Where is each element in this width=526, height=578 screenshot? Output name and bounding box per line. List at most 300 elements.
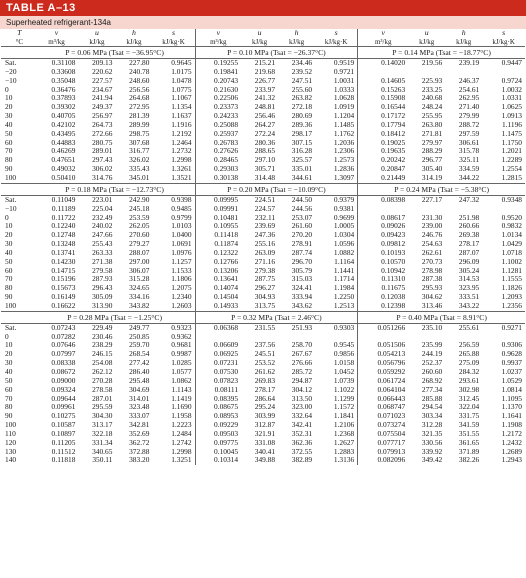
- value-cell: 1.0400: [171, 231, 192, 240]
- value-cell: 244.50: [291, 195, 313, 204]
- value-cell: 270.20: [291, 231, 313, 240]
- value-cell: 296.77: [421, 156, 443, 165]
- value-cell: 321.35: [421, 429, 443, 438]
- value-cell: 383.20: [129, 456, 150, 465]
- value-cell: 0.30138: [195, 174, 241, 183]
- value-cell: 1.0596: [333, 240, 355, 249]
- value-cell: 1.1257: [171, 257, 192, 266]
- value-cell: 0.9398: [171, 195, 192, 204]
- temperature-cell: 0: [5, 85, 9, 94]
- temperature-cell: Sat.: [5, 195, 17, 204]
- value-cell: 1.3251: [171, 456, 192, 465]
- value-cell: 0.19255: [195, 59, 241, 68]
- value-cell: 1.1841: [333, 412, 355, 421]
- table-row: [1, 59, 525, 68]
- table-row: [1, 231, 525, 240]
- value-cell: 0.19841: [195, 68, 241, 77]
- temperature-cell: 40: [5, 120, 13, 129]
- value-cell: 0.14504: [195, 293, 241, 302]
- value-cell: 335.01: [291, 165, 313, 174]
- value-cell: 0.27626: [195, 147, 241, 156]
- value-cell: 1.0452: [333, 368, 355, 376]
- value-cell: 230.46: [92, 332, 113, 341]
- value-cell: 263.09: [254, 248, 276, 257]
- value-cell: 295.59: [92, 403, 113, 412]
- value-cell: 271.40: [458, 103, 480, 112]
- value-cell: 1.3097: [333, 173, 355, 182]
- table-row: [1, 403, 525, 412]
- value-cell: 0.056796: [358, 359, 408, 368]
- value-cell: 281.39: [129, 112, 150, 121]
- value-cell: 278.91: [291, 240, 313, 249]
- value-cell: 362.36: [291, 438, 313, 447]
- value-cell: 349.88: [254, 456, 276, 465]
- value-cell: 296.09: [458, 257, 480, 266]
- value-cell: 0.10955: [195, 222, 241, 231]
- column-header-v: v: [195, 29, 241, 38]
- value-cell: 302.98: [458, 385, 480, 394]
- column-header-s: s: [502, 29, 506, 37]
- value-cell: 0.11874: [195, 240, 241, 249]
- value-cell: 0.24233: [195, 112, 241, 121]
- value-cell: 0.13741: [51, 248, 76, 257]
- column-unit-row: [1, 38, 525, 47]
- value-cell: 0.9799: [171, 213, 192, 222]
- value-cell: 1.0285: [171, 359, 192, 368]
- value-cell: 1.2484: [171, 429, 192, 438]
- table-row: [1, 147, 525, 156]
- table-row: [1, 412, 525, 421]
- value-cell: 0.11189: [51, 204, 76, 213]
- column-header-u: u: [257, 29, 262, 37]
- value-cell: 0.082096: [358, 456, 408, 465]
- table-row: [1, 77, 525, 86]
- value-cell: 322.18: [92, 429, 113, 438]
- value-cell: 1.1022: [333, 385, 355, 394]
- value-cell: 362.72: [129, 438, 150, 447]
- value-cell: 0.077717: [358, 439, 408, 448]
- value-cell: 0.21630: [195, 86, 241, 95]
- pressure-label: P = 0.32 MPa (Tsat = 2.46°C): [195, 311, 358, 323]
- value-cell: 1.0134: [501, 231, 522, 240]
- column-header-h: h: [461, 29, 466, 37]
- value-cell: 331.75: [458, 412, 480, 421]
- value-cell: [358, 205, 408, 214]
- value-cell: 0.9303: [333, 323, 355, 332]
- value-cell: 0.059292: [358, 368, 408, 377]
- table-row: [1, 333, 525, 342]
- column-unit-v: m³/kg: [358, 38, 408, 47]
- value-cell: 304.30: [92, 412, 113, 421]
- value-cell: 0.09775: [195, 439, 241, 448]
- value-cell: 1.3136: [333, 456, 355, 465]
- temperature-cell: 0: [5, 332, 9, 341]
- value-cell: 0.29303: [195, 165, 241, 174]
- value-cell: 1.2998: [171, 447, 192, 456]
- value-cell: 0.07997: [51, 350, 76, 359]
- value-cell: 0.07530: [195, 368, 241, 377]
- value-cell: 1.2106: [333, 421, 355, 430]
- value-cell: 0.07646: [51, 341, 76, 350]
- value-cell: 1.0976: [171, 248, 192, 257]
- value-cell: 1.1916: [171, 120, 192, 129]
- value-cell: 262.12: [92, 368, 113, 376]
- value-cell: 0.10942: [358, 267, 408, 276]
- value-cell: 304.69: [129, 385, 150, 394]
- value-cell: 0.33608: [51, 67, 76, 76]
- value-cell: 1.2223: [171, 421, 192, 430]
- value-cell: 0.20242: [358, 156, 408, 165]
- temperature-cell: 100: [5, 421, 17, 430]
- column-unit-h: kJ/kg: [115, 38, 152, 47]
- value-cell: 340.41: [254, 447, 276, 456]
- temperature-cell: 100: [5, 173, 17, 182]
- value-cell: 0.36476: [51, 85, 76, 94]
- value-cell: 0.09229: [195, 421, 241, 430]
- value-cell: 313.46: [421, 301, 443, 310]
- value-cell: 0.39302: [51, 103, 76, 112]
- value-cell: 255.95: [421, 112, 443, 121]
- value-cell: 341.59: [458, 421, 480, 430]
- value-cell: 0.09324: [51, 385, 76, 394]
- value-cell: 1.2836: [333, 165, 355, 174]
- value-cell: 343.82: [129, 301, 150, 310]
- value-cell: 1.0005: [333, 222, 355, 231]
- temperature-cell: 70: [5, 275, 13, 284]
- column-header-h: h: [131, 29, 136, 37]
- table-row: [1, 86, 525, 95]
- value-cell: 232.49: [92, 213, 113, 222]
- value-cell: 295.24: [254, 403, 276, 412]
- value-cell: 0.37893: [51, 94, 76, 103]
- value-cell: 0.051506: [358, 341, 408, 350]
- value-cell: [315, 333, 358, 342]
- column-header-h: h: [294, 29, 299, 37]
- value-cell: 1.2513: [333, 301, 355, 310]
- table-row: [1, 395, 525, 404]
- value-cell: 297.43: [92, 156, 113, 165]
- value-cell: 0.07823: [195, 377, 241, 386]
- value-cell: 241.32: [254, 94, 276, 103]
- value-cell: 0.09644: [51, 394, 76, 403]
- value-cell: 0.22506: [195, 94, 241, 103]
- value-cell: 0.16544: [358, 103, 408, 112]
- value-cell: 1.1485: [333, 120, 355, 129]
- value-cell: 1.0237: [501, 368, 522, 376]
- table-row: [1, 249, 525, 258]
- value-cell: 224.51: [254, 195, 276, 204]
- value-cell: 271.16: [254, 257, 276, 266]
- pressure-spacer: [1, 47, 35, 59]
- value-cell: 279.38: [254, 266, 276, 275]
- value-cell: 234.67: [92, 85, 113, 94]
- value-cell: 0.11818: [51, 456, 76, 465]
- value-cell: 261.60: [291, 222, 313, 231]
- pressure-spacer: [1, 183, 35, 195]
- value-cell: 255.61: [458, 323, 480, 332]
- value-cell: 287.75: [254, 275, 276, 284]
- value-cell: 315.28: [129, 275, 150, 284]
- value-cell: 1.0913: [501, 112, 522, 121]
- value-cell: 1.2464: [171, 138, 192, 147]
- value-cell: 231.30: [421, 213, 443, 222]
- value-cell: 0.10897: [51, 429, 76, 438]
- value-cell: 251.98: [458, 213, 480, 222]
- value-cell: 334.16: [129, 293, 150, 302]
- pressure-label: P = 0.20 MPa (Tsat = −10.09°C): [195, 183, 358, 195]
- temperature-cell: 20: [5, 103, 13, 112]
- value-cell: 0.10587: [51, 421, 76, 430]
- temperature-cell: 10: [5, 341, 13, 350]
- value-cell: 316.77: [129, 147, 150, 156]
- value-cell: 288.29: [421, 147, 443, 156]
- value-cell: 344.22: [458, 173, 480, 182]
- value-cell: 233.97: [254, 85, 276, 94]
- value-cell: 1.1641: [501, 412, 522, 421]
- value-cell: 0.19635: [358, 147, 408, 156]
- value-cell: 324.65: [129, 284, 150, 293]
- value-cell: 287.38: [421, 275, 443, 284]
- value-cell: 325.11: [459, 156, 480, 165]
- table-row: [1, 386, 525, 395]
- value-cell: 1.1204: [333, 112, 355, 121]
- value-cell: 269.38: [458, 231, 480, 240]
- value-cell: 0.06368: [195, 323, 241, 332]
- value-cell: 279.99: [458, 112, 480, 121]
- table-row: [1, 456, 525, 465]
- value-cell: 1.0304: [333, 231, 355, 240]
- column-unit-u: kJ/kg: [241, 38, 278, 47]
- value-cell: 1.0103: [171, 222, 192, 231]
- value-cell: 284.32: [458, 368, 480, 376]
- value-cell: 1.1637: [171, 112, 192, 121]
- pressure-header-row: [1, 183, 525, 195]
- value-cell: 271.38: [92, 257, 113, 266]
- value-cell: 0.9379: [333, 195, 355, 204]
- value-cell: 0.9856: [333, 350, 355, 359]
- value-cell: 315.78: [458, 147, 480, 156]
- value-cell: 1.2075: [171, 284, 192, 293]
- table-row: [1, 267, 525, 276]
- value-cell: 0.20847: [358, 165, 408, 174]
- value-cell: 287.93: [92, 275, 113, 284]
- value-cell: 352.31: [291, 429, 313, 438]
- value-cell: 0.50410: [51, 173, 76, 182]
- table-row: [1, 302, 525, 311]
- table-row: [1, 121, 525, 130]
- value-cell: 289.36: [291, 120, 313, 129]
- value-cell: 345.01: [129, 173, 150, 182]
- value-cell: 278.98: [421, 266, 443, 275]
- value-cell: 0.19025: [358, 139, 408, 148]
- value-cell: 305.71: [254, 165, 276, 174]
- value-cell: 0.9485: [171, 204, 192, 213]
- value-cell: 314.53: [458, 275, 480, 284]
- table-row: [1, 284, 525, 293]
- value-cell: 1.0739: [333, 376, 355, 385]
- table-row: [1, 350, 525, 359]
- table-row: [1, 205, 525, 214]
- value-cell: 240.02: [92, 222, 113, 231]
- value-cell: 0.9519: [333, 58, 355, 67]
- value-cell: 1.1164: [334, 257, 355, 266]
- value-cell: 0.9348: [501, 195, 522, 204]
- value-cell: 297.59: [458, 129, 480, 138]
- temperature-cell: −10: [5, 204, 17, 213]
- value-cell: 0.07282: [51, 332, 76, 341]
- value-cell: 225.93: [421, 76, 443, 85]
- value-cell: 0.10570: [358, 258, 408, 267]
- value-cell: 0.16622: [51, 301, 76, 310]
- temperature-cell: 80: [5, 284, 13, 293]
- value-cell: 1.2943: [501, 456, 522, 465]
- value-cell: 227.17: [421, 195, 443, 204]
- value-cell: [482, 68, 525, 77]
- value-cell: 233.25: [421, 85, 443, 94]
- value-cell: 1.2340: [171, 293, 192, 302]
- value-cell: 0.10193: [358, 249, 408, 258]
- value-cell: 0.17172: [358, 112, 408, 121]
- value-cell: 312.28: [421, 421, 443, 430]
- value-cell: 1.0175: [171, 67, 192, 76]
- value-cell: 1.1067: [171, 94, 192, 103]
- value-cell: 0.071023: [358, 412, 408, 421]
- value-cell: 372.88: [129, 447, 150, 456]
- value-cell: 0.9721: [333, 67, 355, 76]
- value-cell: 1.0333: [333, 85, 355, 94]
- value-cell: 1.1984: [333, 284, 355, 293]
- value-cell: 0.11310: [358, 275, 408, 284]
- value-cell: 0.06609: [195, 341, 241, 350]
- pressure-label: P = 0.18 MPa (Tsat = −12.73°C): [35, 183, 195, 195]
- value-cell: 247.36: [254, 231, 276, 240]
- value-cell: 247.32: [458, 195, 480, 204]
- temperature-cell: Sat.: [5, 323, 17, 332]
- value-cell: 0.11205: [51, 438, 76, 447]
- value-cell: 0.12766: [195, 258, 241, 267]
- value-cell: 1.3261: [171, 165, 192, 174]
- value-cell: 254.61: [458, 85, 480, 94]
- value-cell: 0.08395: [195, 395, 241, 404]
- value-cell: 325.57: [291, 156, 313, 165]
- temperature-cell: 120: [5, 438, 17, 447]
- table-row: [1, 174, 525, 183]
- value-cell: 350.11: [92, 456, 113, 465]
- value-cell: 0.9545: [333, 341, 355, 350]
- value-cell: 1.0577: [171, 368, 192, 376]
- pressure-label: P = 0.40 MPa (Tsat = 8.91°C): [358, 311, 525, 323]
- value-cell: 0.14605: [358, 77, 408, 86]
- column-unit-v: m³/kg: [35, 38, 79, 47]
- table-row: [1, 165, 525, 174]
- temperature-cell: 50: [5, 376, 13, 385]
- value-cell: 0.9699: [333, 213, 355, 222]
- value-cell: 344.61: [291, 173, 313, 182]
- value-cell: 305.09: [92, 293, 113, 302]
- value-cell: 248.60: [129, 76, 150, 85]
- value-cell: 238.29: [92, 341, 113, 350]
- value-cell: 263.82: [291, 94, 313, 103]
- pressure-label: P = 0.24 MPa (Tsat = −5.38°C): [358, 183, 525, 195]
- value-cell: 247.51: [291, 76, 313, 85]
- value-cell: 351.55: [458, 429, 480, 438]
- value-cell: 0.25937: [195, 130, 241, 139]
- value-cell: 1.0691: [171, 240, 192, 249]
- value-cell: 285.88: [421, 394, 443, 403]
- value-cell: 0.08617: [358, 214, 408, 223]
- value-cell: 232.11: [255, 213, 276, 222]
- value-cell: 265.88: [458, 350, 480, 359]
- value-cell: 244.56: [291, 204, 313, 213]
- value-cell: 223.01: [92, 195, 113, 204]
- value-cell: [482, 205, 525, 214]
- value-cell: 240.68: [421, 94, 443, 103]
- value-cell: 1.1762: [333, 129, 355, 138]
- value-cell: 1.0628: [333, 94, 355, 103]
- column-header-u: u: [424, 29, 429, 37]
- value-cell: 255.60: [291, 85, 313, 94]
- column-unit-s: kJ/kg·K: [152, 38, 195, 47]
- value-cell: 0.9681: [171, 341, 192, 350]
- value-cell: 0.9362: [171, 332, 192, 341]
- value-cell: 1.2093: [501, 293, 522, 302]
- value-cell: 0.14074: [195, 284, 241, 293]
- value-cell: 263.33: [92, 248, 113, 257]
- pressure-label: P = 0.28 MPa (Tsat = −1.25°C): [35, 311, 195, 323]
- value-cell: 305.24: [458, 266, 480, 275]
- temperature-cell: 140: [5, 456, 17, 465]
- value-cell: 0.18412: [358, 130, 408, 139]
- value-cell: 298.17: [291, 129, 313, 138]
- value-cell: 315.03: [291, 275, 313, 284]
- table-row: [1, 323, 525, 332]
- value-cell: 1.1095: [501, 394, 522, 403]
- value-cell: 264.68: [129, 94, 150, 103]
- value-cell: 295.93: [421, 284, 443, 293]
- value-cell: 382.89: [291, 456, 313, 465]
- value-cell: 268.92: [421, 376, 443, 385]
- value-cell: 0.31108: [51, 58, 76, 67]
- value-cell: 278.17: [458, 240, 480, 249]
- value-cell: 224.57: [254, 204, 276, 213]
- value-cell: 1.2627: [333, 438, 355, 447]
- value-cell: 1.1690: [171, 403, 192, 412]
- temperature-cell: 90: [5, 293, 13, 302]
- value-cell: 237.56: [254, 341, 276, 350]
- value-cell: 1.2192: [171, 129, 192, 138]
- value-cell: 0.9323: [171, 323, 192, 332]
- table-row: [1, 448, 525, 457]
- value-cell: 289.99: [129, 120, 150, 129]
- value-cell: 226.77: [254, 76, 276, 85]
- value-cell: 246.37: [458, 76, 480, 85]
- value-cell: 0.07243: [51, 323, 76, 332]
- value-cell: 296.27: [254, 284, 276, 293]
- value-cell: 312.45: [458, 394, 480, 403]
- value-cell: 258.70: [291, 341, 313, 350]
- column-unit-h: kJ/kg: [445, 38, 482, 47]
- pressure-header-row: [1, 47, 525, 59]
- value-cell: 261.62: [254, 368, 276, 376]
- value-cell: 296.70: [291, 257, 313, 266]
- value-cell: [482, 333, 525, 342]
- value-cell: 280.69: [291, 112, 313, 121]
- value-cell: 0.08953: [195, 412, 241, 421]
- value-cell: 0.09812: [358, 240, 408, 249]
- value-cell: 361.65: [458, 438, 480, 447]
- column-header-T: T: [17, 29, 22, 37]
- table-row: [1, 103, 525, 112]
